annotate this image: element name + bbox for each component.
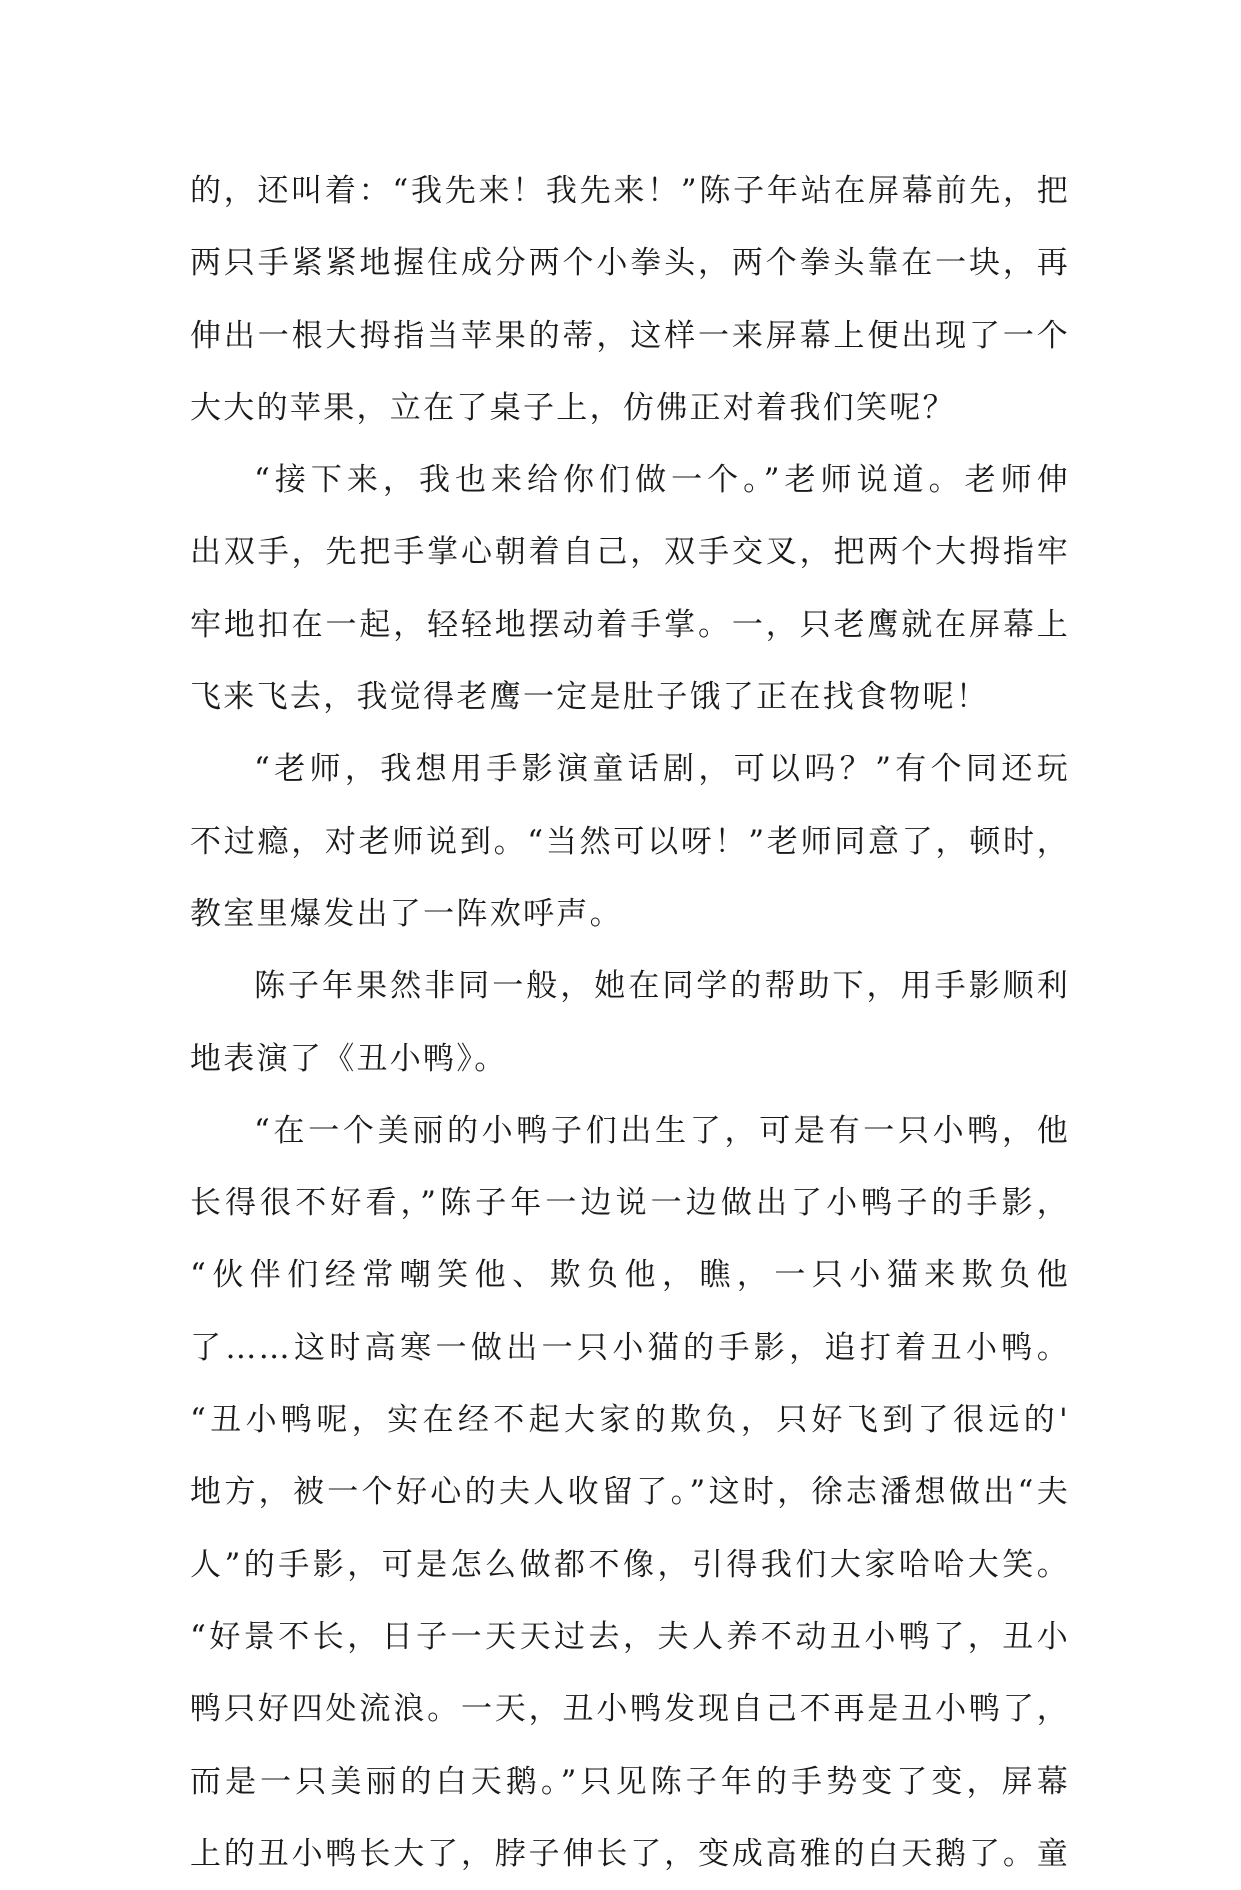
text-line: 飞来飞去，我觉得老鹰一定是肚子饿了正在找食物呢！ (190, 679, 990, 716)
text-line: 上的丑小鸭长大了，脖子伸长了，变成高雅的白天鹅了。童 (190, 1835, 1070, 1872)
text-line: “老师，我想用手影演童话剧，可以吗？”有个同还玩 (254, 751, 1070, 788)
text-line: 了……这时高寒一做出一只小猫的手影，追打着丑小鸭。 (190, 1329, 1070, 1366)
text-line: “接下来，我也来给你们做一个。”老师说道。老师伸 (254, 462, 1070, 499)
text-line: 长得很不好看，”陈子年一边说一边做出了小鸭子的手影， (190, 1185, 1070, 1222)
text-line: 鸭只好四处流浪。一天，丑小鸭发现自己不再是丑小鸭了， (190, 1691, 1070, 1728)
text-line: 地方，被一个好心的夫人收留了。”这时，徐志潘想做出“夫 (190, 1474, 1070, 1511)
text-line: 陈子年果然非同一般，她在同学的帮助下，用手影顺利 (254, 968, 1070, 1005)
text-line: 教室里爆发出了一阵欢呼声。 (190, 895, 623, 932)
text-line: 大大的苹果，立在了桌子上，仿佛正对着我们笑呢？ (190, 389, 956, 426)
text-line: 牢地扣在一起，轻轻地摆动着手掌。一，只老鹰就在屏幕上 (190, 606, 1070, 643)
text-line: 两只手紧紧地握住成分两个小拳头，两个拳头靠在一块，再 (190, 245, 1070, 282)
text-line: 地表演了《丑小鸭》。 (190, 1040, 508, 1077)
text-line: 伸出一根大拇指当苹果的蒂，这样一来屏幕上便出现了一个 (190, 317, 1070, 354)
article-body (190, 155, 1070, 1890)
text-line: “伙伴们经常嘲笑他、欺负他，瞧，一只小猫来欺负他 (190, 1257, 1070, 1294)
text-line: “在一个美丽的小鸭子们出生了，可是有一只小鸭，他 (254, 1112, 1070, 1149)
text-line: 出双手，先把手掌心朝着自己，双手交叉，把两个大拇指牢 (190, 534, 1070, 571)
text-line: “好景不长，日子一天天过去，夫人养不动丑小鸭了，丑小 (190, 1618, 1070, 1655)
text-line: 而是一只美丽的白天鹅。”只见陈子年的手势变了变，屏幕 (190, 1763, 1070, 1800)
text-line: 人”的手影，可是怎么做都不像，引得我们大家哈哈大笑。 (190, 1546, 1070, 1583)
text-line: 的，还叫着：“我先来！我先来！”陈子年站在屏幕前先，把 (190, 173, 1070, 209)
text-line: 不过瘾，对老师说到。“当然可以呀！”老师同意了，顿时， (190, 823, 1070, 860)
text-line: “丑小鸭呢，实在经不起大家的欺负，只好飞到了很远的' (190, 1402, 1070, 1439)
